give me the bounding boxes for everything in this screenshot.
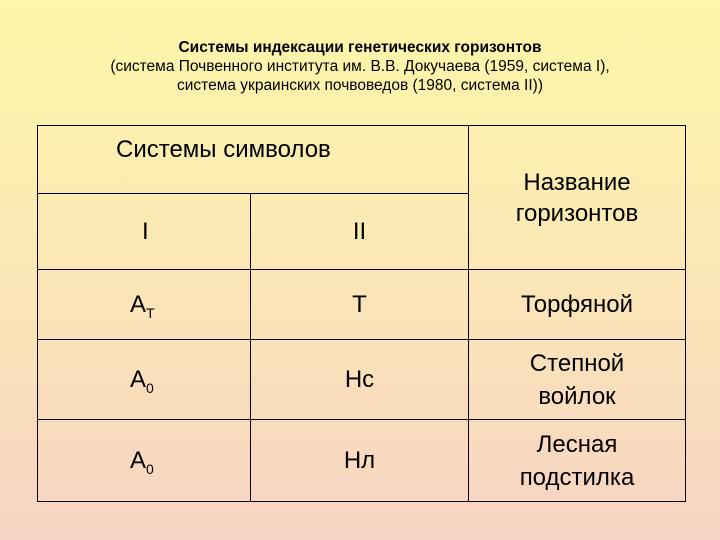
system-i-subscript: T: [146, 304, 155, 321]
system-i-symbol: A: [130, 290, 147, 318]
horizon-name-header: [469, 126, 686, 270]
system-i-symbol: A: [130, 446, 147, 474]
system-ii-header: II: [251, 194, 469, 270]
system-i-cell: [38, 270, 251, 340]
table-row: [38, 420, 686, 502]
slide-subtitle-line-2: система украинских почвоведов (1980, система II)): [177, 77, 543, 94]
horizon-name-line-2: подстилка: [519, 463, 635, 491]
slide-title: Системы индексации генетических горизонтов: [178, 39, 542, 56]
table-row: [38, 340, 686, 420]
horizon-name-cell: Торфяной: [469, 270, 686, 340]
system-i-header: I: [38, 194, 251, 270]
system-i-symbol: A: [130, 365, 147, 393]
symbol-systems-header: Системы символов: [38, 126, 469, 194]
horizon-name-cell: [469, 340, 686, 420]
horizon-name-line-2: войлок: [538, 382, 616, 410]
system-ii-cell: T: [251, 270, 469, 340]
system-i-cell: [38, 340, 251, 420]
horizon-name-header-line-2: горизонтов: [515, 199, 639, 227]
system-i-subscript: 0: [146, 379, 154, 396]
system-ii-cell: Hc: [251, 340, 469, 420]
system-i-subscript: 0: [146, 460, 154, 477]
table-row: [38, 270, 686, 340]
horizon-name-header-line-1: Название: [523, 168, 631, 196]
table-header-row-1: [38, 126, 686, 194]
system-ii-cell: Hл: [251, 420, 469, 502]
horizon-name-line-1: Степной: [529, 349, 625, 377]
horizons-table: [37, 125, 686, 502]
system-i-cell: [38, 420, 251, 502]
horizon-name-cell: [469, 420, 686, 502]
horizon-name-line-1: Лесная: [536, 430, 618, 458]
title-block: [0, 38, 720, 95]
slide-subtitle-line-1: (система Почвенного института им. В.В. Докучаева (1959, система I),: [110, 58, 610, 75]
